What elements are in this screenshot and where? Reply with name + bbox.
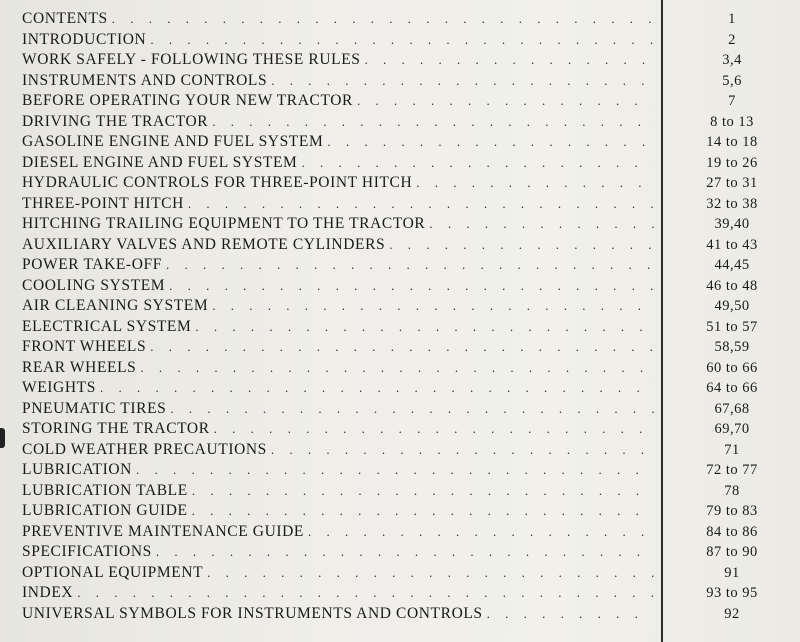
toc-entry-pages: 7: [728, 93, 736, 109]
dot-leader: [170, 399, 654, 420]
toc-entry-pages: 49,50: [714, 298, 750, 314]
toc-entry-pages: 72 to 77: [706, 462, 758, 478]
dot-leader: [150, 30, 654, 51]
dot-leader: [112, 9, 654, 30]
page-number-column: [676, 9, 788, 624]
toc-entry: [22, 276, 654, 297]
toc-entry-pages: 27 to 31: [706, 175, 758, 191]
toc-entry-title: LUBRICATION: [22, 461, 132, 478]
toc-entry-pages: 91: [724, 564, 740, 581]
toc-entry-pages: 60 to 66: [706, 359, 758, 376]
toc-entry-title: POWER TAKE-OFF: [22, 256, 162, 273]
toc-entry-pages: 32 to 38: [706, 195, 758, 212]
toc-entry-title: ELECTRICAL SYSTEM: [22, 317, 192, 335]
toc-entry-pages: 41 to 43: [706, 236, 758, 253]
toc-entry: [22, 481, 654, 502]
toc-entry-title: INTRODUCTION: [22, 30, 147, 48]
toc-entry: [22, 583, 654, 604]
toc-entry-pages: 2: [728, 31, 736, 48]
toc-entry-title: THREE-POINT HITCH: [22, 194, 184, 212]
toc-entry-title: COLD WEATHER PRECAUTIONS: [22, 440, 267, 458]
dot-leader: [188, 194, 654, 215]
toc-entry: [22, 132, 654, 153]
dot-leader: [357, 91, 654, 112]
toc-entry: [22, 214, 654, 235]
toc-entry-pages: 71: [724, 441, 740, 458]
toc-entry-title: REAR WHEELS: [22, 358, 137, 376]
toc-entry: [22, 419, 654, 440]
toc-entry-pages: 44,45: [714, 257, 750, 273]
toc-entry-title: FRONT WHEELS: [22, 338, 147, 355]
toc-entry: [22, 440, 654, 461]
toc-entry-title: OPTIONAL EQUIPMENT: [22, 563, 204, 581]
toc-entry: [22, 542, 654, 563]
dot-leader: [308, 522, 654, 543]
toc-entry-pages: 79 to 83: [706, 503, 758, 519]
toc-entry-pages: 46 to 48: [706, 277, 758, 294]
column-divider: [661, 0, 663, 642]
dot-leader: [140, 358, 654, 379]
toc-entry-title: PNEUMATIC TIRES: [22, 399, 167, 417]
dot-leader: [150, 337, 654, 358]
toc-entry: [22, 296, 654, 317]
dot-leader: [192, 501, 654, 522]
dot-leader: [207, 563, 654, 584]
toc-entry-title: WORK SAFELY - FOLLOWING THESE RULES: [22, 51, 361, 68]
dot-leader: [429, 214, 654, 235]
dot-leader: [364, 50, 654, 71]
toc-entry: [22, 378, 654, 399]
toc-entry-title: STORING THE TRACTOR: [22, 420, 210, 437]
toc-entry-title: PREVENTIVE MAINTENANCE GUIDE: [22, 522, 304, 540]
toc-entry-title: UNIVERSAL SYMBOLS FOR INSTRUMENTS AND CONTROLS: [22, 604, 483, 622]
dot-leader: [487, 604, 654, 625]
toc-entry-title: WEIGHTS: [22, 379, 96, 396]
toc-entry: [22, 501, 654, 522]
toc-entry-title: CONTENTS: [22, 10, 108, 27]
toc-entry-pages: 67,68: [714, 400, 750, 417]
toc-entry-title: SPECIFICATIONS: [22, 543, 152, 560]
dot-leader: [192, 481, 654, 502]
binding-hole-mark: [0, 428, 5, 448]
toc-entry: [22, 71, 654, 92]
toc-entry-title: GASOLINE ENGINE AND FUEL SYSTEM: [22, 133, 324, 150]
toc-entry: [22, 50, 654, 71]
toc-entry-pages: 5,6: [722, 72, 742, 89]
toc-entry-pages: 93 to 95: [706, 585, 758, 601]
toc-entry-pages: 1: [728, 11, 736, 27]
toc-entry-title: AUXILIARY VALVES AND REMOTE CYLINDERS: [22, 235, 386, 253]
toc-entry-title: DIESEL ENGINE AND FUEL SYSTEM: [22, 153, 298, 171]
dot-leader: [195, 317, 654, 338]
toc-entry-pages: 39,40: [714, 216, 750, 232]
toc-entry: [22, 460, 654, 481]
toc-entry-title: BEFORE OPERATING YOUR NEW TRACTOR: [22, 92, 353, 109]
dot-leader: [389, 235, 654, 256]
toc-entry: [22, 235, 654, 256]
dot-leader: [136, 460, 654, 481]
dot-leader: [166, 255, 654, 276]
toc-entry: [22, 255, 654, 276]
dot-leader: [271, 71, 654, 92]
toc-entry: [22, 399, 654, 420]
dot-leader: [212, 112, 654, 133]
toc-entry-title: COOLING SYSTEM: [22, 276, 166, 294]
dot-leader: [212, 296, 654, 317]
toc-entry-title: LUBRICATION GUIDE: [22, 502, 188, 519]
toc-entry-pages: 87 to 90: [706, 544, 758, 560]
table-of-contents: [22, 9, 654, 624]
toc-entry-title: DRIVING THE TRACTOR: [22, 112, 209, 130]
toc-entry-pages: 8 to 13: [710, 113, 754, 130]
toc-entry: [22, 91, 654, 112]
toc-entry-pages: 14 to 18: [706, 134, 758, 150]
toc-entry-pages: 3,4: [722, 52, 742, 68]
toc-entry: [22, 173, 654, 194]
toc-entry: [22, 30, 654, 51]
toc-entry-pages: 69,70: [714, 421, 750, 437]
toc-entry-title: HITCHING TRAILING EQUIPMENT TO THE TRACTOR: [22, 215, 426, 232]
toc-entry: [22, 337, 654, 358]
toc-entry: [22, 563, 654, 584]
toc-entry-title: INSTRUMENTS AND CONTROLS: [22, 71, 268, 89]
toc-entry: [22, 317, 654, 338]
toc-entry: [22, 358, 654, 379]
dot-leader: [301, 153, 654, 174]
toc-entry-pages: 92: [724, 605, 740, 622]
toc-entry-title: LUBRICATION TABLE: [22, 481, 188, 499]
dot-leader: [327, 132, 654, 153]
toc-entry-pages: 84 to 86: [706, 523, 758, 540]
toc-entry-title: AIR CLEANING SYSTEM: [22, 297, 209, 314]
toc-entry-pages: 78: [724, 482, 740, 499]
toc-entry: [22, 9, 654, 30]
dot-leader: [169, 276, 654, 297]
dot-leader: [271, 440, 654, 461]
toc-entry: [22, 194, 654, 215]
toc-entry-title: HYDRAULIC CONTROLS FOR THREE-POINT HITCH: [22, 174, 413, 191]
toc-entry: [22, 112, 654, 133]
toc-entry: [22, 153, 654, 174]
toc-entry-pages: 58,59: [714, 339, 750, 355]
toc-entry-pages: 51 to 57: [706, 318, 758, 335]
dot-leader: [77, 583, 654, 604]
dot-leader: [214, 419, 654, 440]
toc-entry: [22, 604, 654, 625]
dot-leader: [416, 173, 654, 194]
toc-entry-title: INDEX: [22, 584, 74, 601]
toc-entry: [22, 522, 654, 543]
dot-leader: [100, 378, 654, 399]
dot-leader: [156, 542, 654, 563]
toc-entry-pages: 19 to 26: [706, 154, 758, 171]
toc-entry-pages: 64 to 66: [706, 380, 758, 396]
